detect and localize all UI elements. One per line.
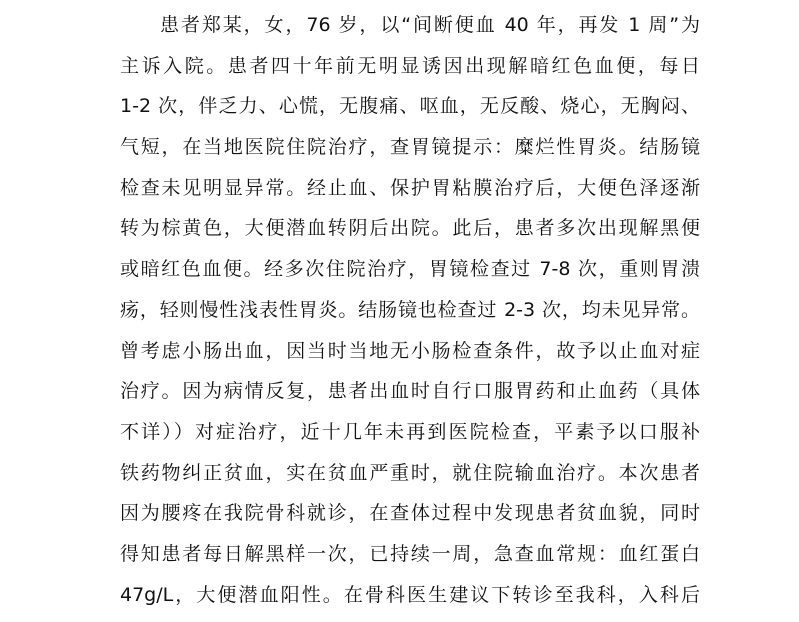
paragraph-line: 不详））对症治疗，近十几年未再到医院检查，平素予以口服补 [120, 420, 700, 443]
paragraph-line: 曾考虑小肠出血，因当时当地无小肠检查条件，故予以止血对症 [120, 339, 700, 362]
paragraph-line: 气短，在当地医院住院治疗，查胃镜提示：糜烂性胃炎。结肠镜 [120, 136, 700, 159]
paragraph-line: 因为腰疼在我院骨科就诊，在查体过程中发现患者贫血貌，同时 [120, 502, 700, 525]
paragraph-line: 疡，轻则慢性浅表性胃炎。结肠镜也检查过 2-3 次，均未见异常。 [120, 298, 700, 321]
paragraph-line: 47g/L，大便潜血阳性。在骨科医生建议下转诊至我科，入科后 [120, 583, 700, 606]
paragraph-line: 治疗。因为病情反复，患者出血时自行口服胃药和止血药（具体 [120, 380, 700, 403]
paragraph-line: 转为棕黄色，大便潜血转阴后出院。此后，患者多次出现解黑便 [120, 217, 700, 240]
paragraph-line: 患者郑某，女，76 岁，以“间断便血 40 年，再发 1 周”为 [160, 14, 700, 36]
case-report-paragraph [120, 5, 700, 615]
paragraph-line: 检查未见明显异常。经止血、保护胃粘膜治疗后，大便色泽逐渐 [120, 176, 700, 199]
paragraph-line: 1-2 次，伴乏力、心慌，无腹痛、呕血，无反酸、烧心，无胸闷、 [120, 95, 700, 118]
paragraph-line: 主诉入院。患者四十年前无明显诱因出现解暗红色血便，每日 [120, 54, 700, 77]
paragraph-line: 得知患者每日解黑样一次，已持续一周，急查血常规：血红蛋白 [120, 542, 700, 565]
paragraph-line: 铁药物纠正贫血，实在贫血严重时，就住院输血治疗。本次患者 [120, 461, 700, 484]
paragraph-line: 或暗红色血便。经多次住院治疗，胃镜检查过 7-8 次，重则胃溃 [120, 258, 700, 281]
